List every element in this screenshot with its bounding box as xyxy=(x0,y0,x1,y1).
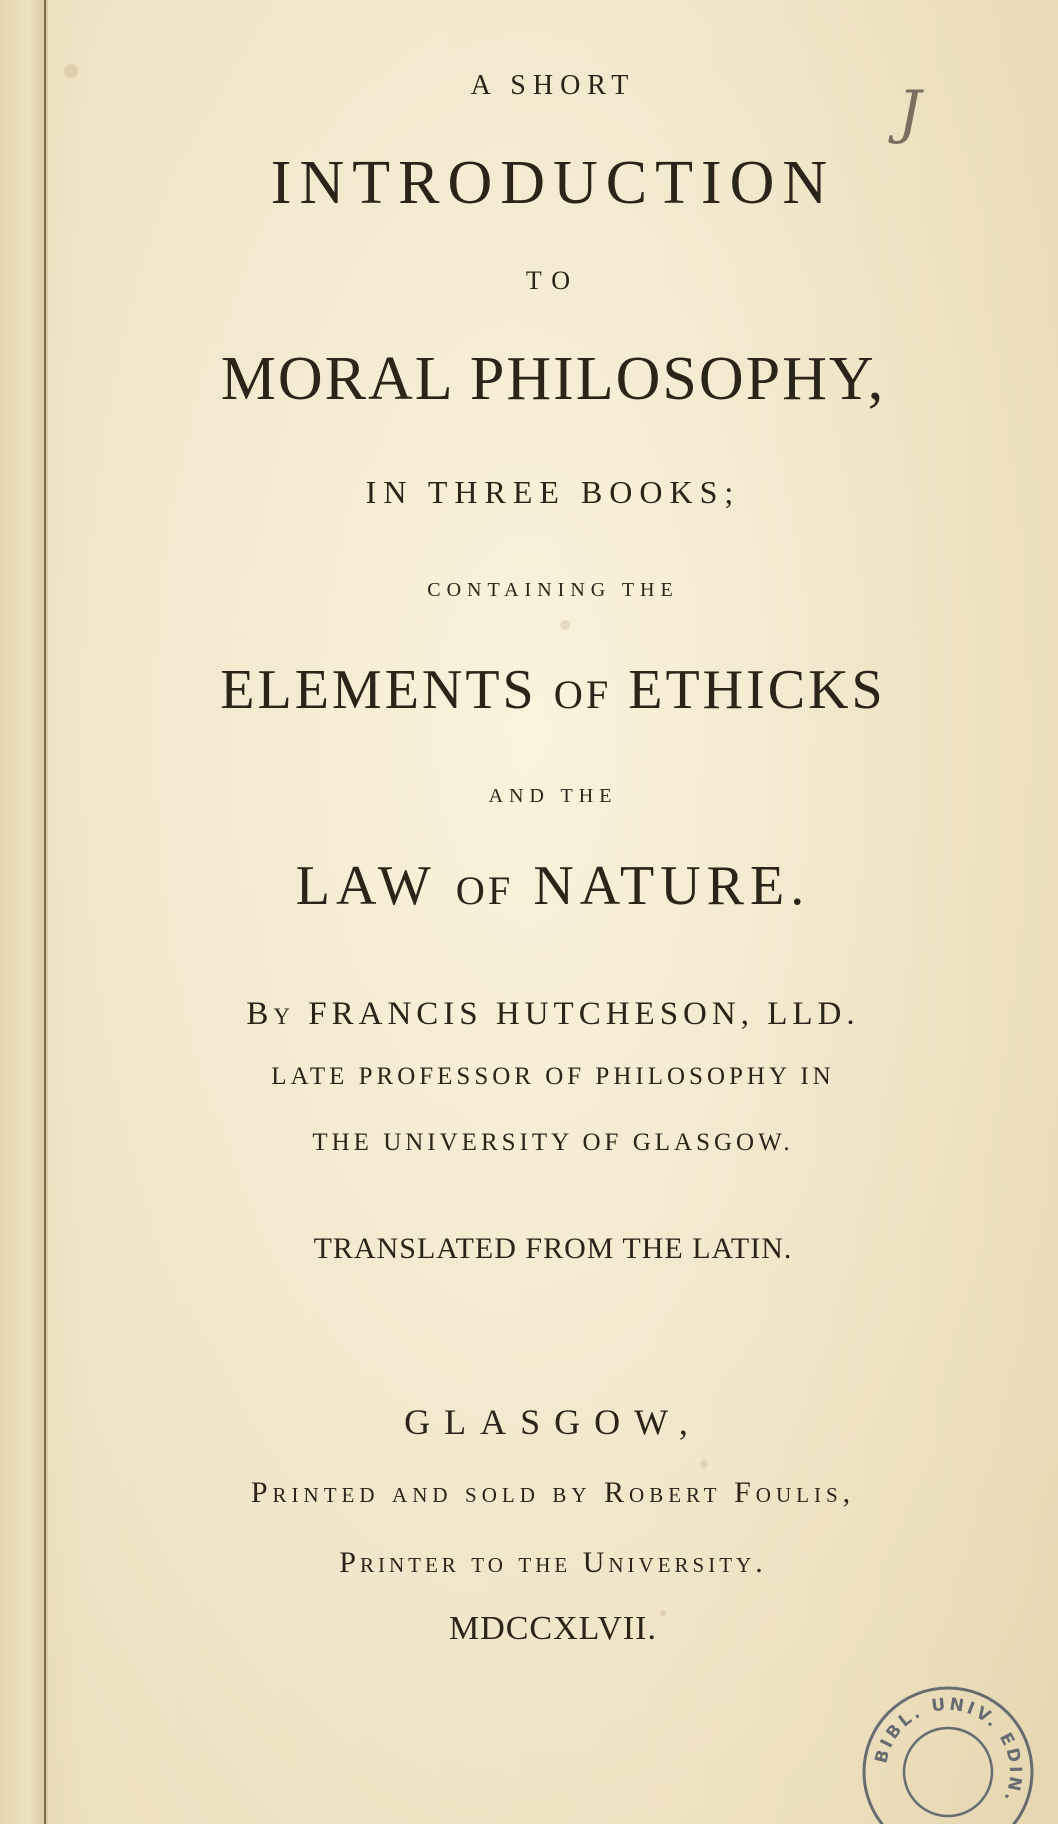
imprint-city: GLASGOW, xyxy=(404,1402,702,1442)
title-introduction: INTRODUCTION xyxy=(270,149,836,217)
title-nature: NATURE. xyxy=(533,855,811,917)
svg-text:BIBL. UNIV. EDIN. xyxy=(871,1695,1025,1808)
author-line xyxy=(48,998,1058,1031)
imprint-printed: Printed and sold by Robert Foulis, xyxy=(250,1476,856,1509)
title-moral-philosophy: MORAL PHILOSOPHY, xyxy=(220,345,886,413)
imprint-date: MDCCXLVII. xyxy=(448,1610,658,1647)
title-law: LAW xyxy=(295,855,436,917)
title-to: TO xyxy=(525,266,581,295)
author-by: By xyxy=(246,996,295,1032)
title-law-of-nature xyxy=(48,855,1058,917)
foxing-spot xyxy=(560,620,570,630)
title-elements-of: OF xyxy=(553,672,612,717)
title-three-books: IN THREE BOOKS; xyxy=(365,474,741,510)
imprint-printer: Printer to the University. xyxy=(339,1546,767,1579)
library-stamp-icon xyxy=(860,1684,1036,1824)
author-name: FRANCIS HUTCHESON, LLD. xyxy=(308,996,860,1032)
translated-note: TRANSLATED FROM THE LATIN. xyxy=(313,1232,793,1265)
gutter-line xyxy=(44,0,46,1824)
book-spine xyxy=(0,0,48,1824)
handwritten-mark: J xyxy=(898,78,922,146)
stamp-text: BIBL. UNIV. EDIN. xyxy=(871,1694,1026,1808)
foxing-spot xyxy=(700,1460,708,1468)
title-elements-of-ethicks xyxy=(48,659,1058,721)
title-ethicks: ETHICKS xyxy=(628,659,886,721)
title-elements: ELEMENTS xyxy=(220,659,537,721)
title-and-the: AND THE xyxy=(488,785,618,807)
author-title-line-2: THE UNIVERSITY OF GLASGOW. xyxy=(312,1129,794,1156)
author-title-line-1: LATE PROFESSOR OF PHILOSOPHY IN xyxy=(271,1063,835,1090)
title-containing: CONTAINING THE xyxy=(427,579,679,601)
title-a-short: A SHORT xyxy=(470,70,636,101)
title-law-of: OF xyxy=(455,868,514,913)
